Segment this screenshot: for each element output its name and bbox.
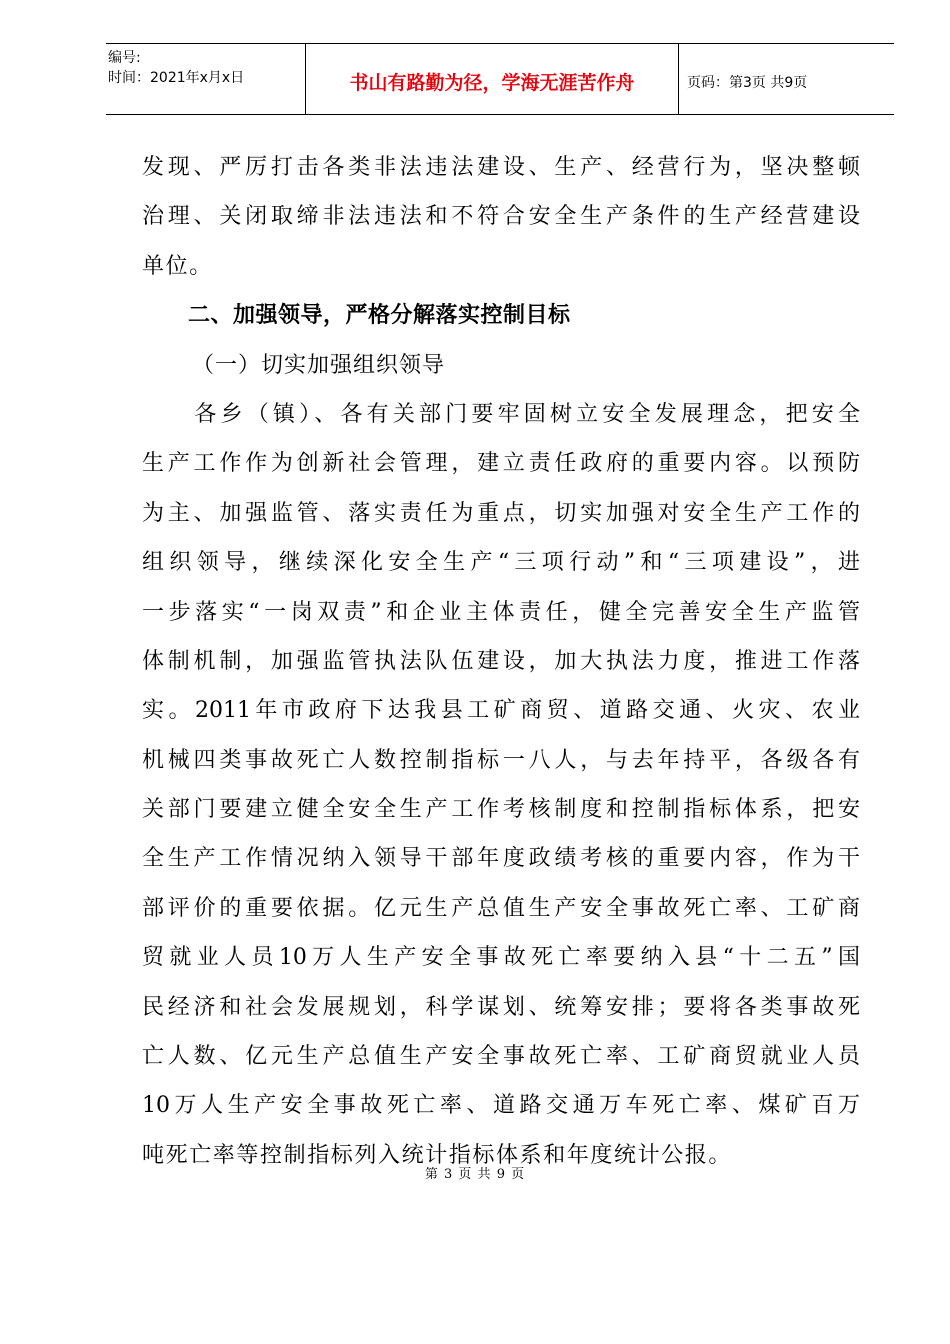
paragraph-line: 体制机制，加强监管执法队伍建设，加大执法力度，推进工作落 <box>142 648 860 674</box>
section-heading: 二、加强领导，严格分解落实控制目标 <box>188 303 571 329</box>
document-date-label: 时间：2021年x月x日 <box>108 70 245 86</box>
header-page-label: 页码：第3页 共9页 <box>687 75 808 91</box>
paragraph-line: 各乡（镇）、各有关部门要牢固树立安全发展理念，把安全 <box>142 401 860 427</box>
page-footer: 第 3 页 共 9 页 <box>424 1167 526 1182</box>
paragraph-line: 亡人数、亿元生产总值生产安全事故死亡率、工矿商贸就业人员 <box>142 1044 860 1070</box>
paragraph-line: 贸就业人员10万人生产安全事故死亡率要纳入县“十二五”国 <box>142 945 860 971</box>
paragraph-line: 吨死亡率等控制指标列入统计指标体系和年度统计公报。 <box>142 1142 733 1168</box>
paragraph-line: 为主、加强监管、落实责任为重点，切实加强对安全生产工作的 <box>142 500 860 526</box>
paragraph-line: 实。2011年市政府下达我县工矿商贸、道路交通、火灾、农业 <box>142 698 860 724</box>
body-line: 发现、严厉打击各类非法违法建设、生产、经营行为，坚决整顿 <box>142 155 860 180</box>
paragraph-line: 10万人生产安全事故死亡率、道路交通万车死亡率、煤矿百万 <box>142 1093 860 1119</box>
body-line: 治理、关闭取缔非法违法和不符合安全生产条件的生产经营建设 <box>142 204 860 230</box>
paragraph-line: 部评价的重要依据。亿元生产总值生产安全事故死亡率、工矿商 <box>142 895 860 921</box>
document-number-label: 编号: <box>108 50 141 66</box>
paragraph-line: 关部门要建立健全安全生产工作考核制度和控制指标体系，把安 <box>142 797 860 823</box>
paragraph-line: 一步落实“一岗双责”和企业主体责任，健全完善安全生产监管 <box>142 599 860 625</box>
paragraph-line: 组织领导，继续深化安全生产“三项行动”和“三项建设”，进 <box>142 550 860 576</box>
paragraph-line: 机械四类事故死亡人数控制指标一八人，与去年持平，各级各有 <box>142 747 860 773</box>
header-meta <box>106 44 306 114</box>
header-slogan: 书山有路勤为径，学海无涯苦作舟 <box>306 44 679 114</box>
subsection-heading: （一）切实加强组织领导 <box>192 352 446 378</box>
body-line: 单位。 <box>142 253 213 279</box>
paragraph-line: 全生产工作情况纳入领导干部年度政绩考核的重要内容，作为干 <box>142 846 860 872</box>
page-header <box>106 43 894 115</box>
document-body <box>142 143 860 1180</box>
paragraph-line: 民经济和社会发展规划，科学谋划、统筹安排；要将各类事故死 <box>142 994 860 1020</box>
paragraph-line: 生产工作作为创新社会管理，建立责任政府的重要内容。以预防 <box>142 451 860 477</box>
